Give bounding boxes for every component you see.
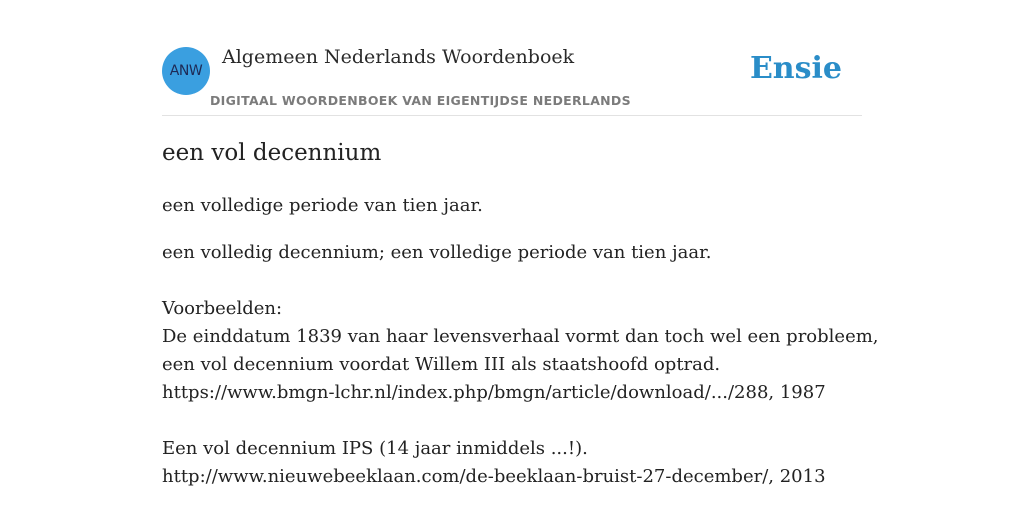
examples-label: Voorbeelden: (162, 298, 283, 319)
anw-logo[interactable]: ANW (162, 47, 210, 95)
long-definition: een volledig decennium; een volledige periode van tien jaar. (162, 242, 712, 263)
example-source: http://www.nieuwebeeklaan.com/de-beeklaan-bruist-27-december/, 2013 (162, 466, 826, 487)
ensie-brand-logo[interactable]: Ensie (749, 51, 842, 86)
header-divider (162, 115, 862, 116)
site-subtitle: DIGITAAL WOORDENBOEK VAN EIGENTIJDSE NEDERLANDS (210, 93, 631, 108)
site-name[interactable]: Algemeen Nederlands Woordenboek (222, 46, 575, 68)
short-definition: een volledige periode van tien jaar. (162, 195, 483, 216)
example-source: https://www.bmgn-lchr.nl/index.php/bmgn/article/download/.../288, 1987 (162, 382, 826, 403)
example-line: Een vol decennium IPS (14 jaar inmiddels ...!). (162, 438, 588, 459)
example-line: een vol decennium voordat Willem III als staatshoofd optrad. (162, 354, 721, 375)
example-line: De einddatum 1839 van haar levensverhaal vormt dan toch wel een probleem, (162, 326, 879, 347)
entry-title: een vol decennium (162, 140, 382, 166)
